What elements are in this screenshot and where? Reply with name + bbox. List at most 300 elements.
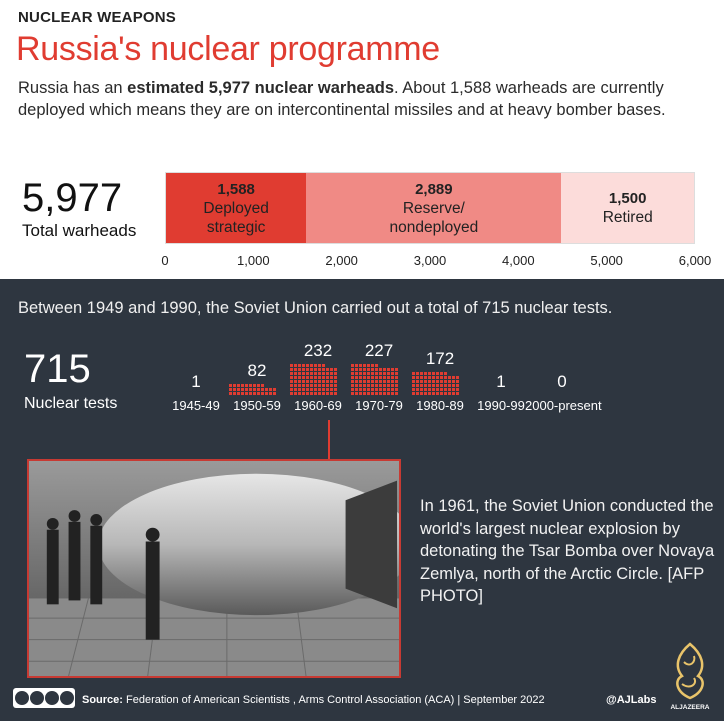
test-dot [351, 388, 354, 391]
test-dot [318, 364, 321, 367]
test-dot [290, 392, 293, 395]
test-dot [355, 364, 358, 367]
test-dot [322, 364, 325, 367]
test-dot [456, 388, 459, 391]
test-dot [395, 388, 398, 391]
test-dot [456, 376, 459, 379]
test-dot [326, 388, 329, 391]
test-dot [371, 364, 374, 367]
test-dot [298, 372, 301, 375]
test-dot [432, 372, 435, 375]
intro-post: . About 1,588 warheads are currently deployed which means they are on intercontinental missiles and at heavy bomber bases. [18, 79, 666, 119]
test-dot [298, 392, 301, 395]
test-dot [273, 392, 276, 395]
test-dot [359, 368, 362, 371]
test-dot [456, 392, 459, 395]
test-dot [330, 368, 333, 371]
test-dot [302, 392, 305, 395]
test-dot [326, 380, 329, 383]
test-dot [265, 392, 268, 395]
test-dot [355, 392, 358, 395]
bar-segment-label: strategic [206, 218, 266, 236]
test-dot [322, 384, 325, 387]
test-dot [298, 376, 301, 379]
source-line [82, 694, 545, 706]
test-dot [310, 376, 313, 379]
test-dot [294, 364, 297, 367]
test-dot [424, 388, 427, 391]
test-dot [452, 392, 455, 395]
test-dot [363, 376, 366, 379]
test-dot [395, 376, 398, 379]
test-dot [379, 384, 382, 387]
test-dot [395, 372, 398, 375]
test-dot [314, 380, 317, 383]
test-dot [314, 376, 317, 379]
test-dot [326, 376, 329, 379]
bar-segment-label: Deployed [203, 199, 269, 217]
test-dot [355, 368, 358, 371]
test-dot [371, 388, 374, 391]
test-dot [334, 392, 337, 395]
decade-column-1945-49 [165, 340, 227, 420]
test-dot [444, 392, 447, 395]
test-dot [306, 388, 309, 391]
logo-wordmark: ALJAZEERA [670, 704, 710, 711]
test-dot [306, 380, 309, 383]
test-dot [436, 392, 439, 395]
test-dot [367, 376, 370, 379]
bar-segment-label: Reserve/ [402, 199, 465, 217]
test-dot [379, 372, 382, 375]
ajlabs-handle: @AJLabs [606, 694, 657, 706]
test-dot [391, 372, 394, 375]
test-dot [306, 368, 309, 371]
test-dot [294, 368, 297, 371]
test-dot [326, 384, 329, 387]
test-dot [416, 376, 419, 379]
test-dot [306, 364, 309, 367]
decade-count: 227 [364, 341, 394, 360]
test-dot [318, 376, 321, 379]
test-dot [355, 372, 358, 375]
decade-column-1960-69 [287, 340, 349, 420]
test-dot [294, 388, 297, 391]
test-dot [359, 372, 362, 375]
test-dot [375, 388, 378, 391]
test-dot [351, 372, 354, 375]
intro-text [18, 77, 708, 121]
decade-dot-block [412, 371, 460, 395]
test-dot [424, 384, 427, 387]
source-text: Federation of American Scientists , Arms Control Association (ACA) | September 2022 [122, 694, 545, 706]
intro-bold: estimated 5,977 nuclear warheads [127, 79, 395, 97]
bar-segment-value: 1,500 [608, 190, 647, 207]
test-dot [265, 388, 268, 391]
test-dot [355, 388, 358, 391]
test-dot [444, 372, 447, 375]
test-dot [448, 380, 451, 383]
photo-illustration [29, 461, 399, 676]
tests-total-label: Nuclear tests [24, 395, 118, 412]
bar-segment-retired [561, 173, 694, 243]
test-dot [367, 392, 370, 395]
test-dot [302, 384, 305, 387]
test-dot [420, 388, 423, 391]
test-dot [420, 392, 423, 395]
decade-label: 1945-49 [172, 398, 220, 413]
decade-label: 1990-99 [477, 398, 525, 413]
test-dot [432, 388, 435, 391]
total-warheads-value: 5,977 [22, 176, 123, 220]
test-dot [233, 388, 236, 391]
bar-segment-reserve-nondeployed [306, 173, 561, 243]
test-dot [322, 380, 325, 383]
test-dot [314, 392, 317, 395]
test-dot [371, 368, 374, 371]
decade-label: 1950-59 [233, 398, 281, 413]
test-dot [375, 376, 378, 379]
footer [0, 683, 724, 721]
test-dot [395, 380, 398, 383]
test-dot [363, 384, 366, 387]
test-dot [229, 392, 232, 395]
test-dot [428, 388, 431, 391]
test-dot [310, 388, 313, 391]
test-dot [334, 384, 337, 387]
test-dot [294, 384, 297, 387]
test-dot [420, 384, 423, 387]
test-dot [355, 384, 358, 387]
test-dot [371, 384, 374, 387]
test-dot [318, 388, 321, 391]
test-dot [444, 384, 447, 387]
warheads-stacked-bar [165, 172, 695, 244]
test-dot [367, 388, 370, 391]
test-dot [375, 384, 378, 387]
test-dot [367, 368, 370, 371]
test-dot [318, 392, 321, 395]
test-dot [298, 388, 301, 391]
test-dot [436, 388, 439, 391]
test-dot [261, 384, 264, 387]
tests-total-value: 715 [24, 347, 91, 391]
test-dot [330, 388, 333, 391]
decade-dot-block [351, 363, 399, 395]
test-dot [310, 368, 313, 371]
test-dot [412, 376, 415, 379]
test-dot [383, 368, 386, 371]
test-dot [326, 372, 329, 375]
test-dot [448, 384, 451, 387]
test-dot [424, 372, 427, 375]
axis-tick-label: 4,000 [502, 253, 535, 268]
test-dot [387, 372, 390, 375]
test-dot [241, 384, 244, 387]
test-dot [436, 376, 439, 379]
test-dot [253, 384, 256, 387]
test-dot [367, 380, 370, 383]
decade-count: 232 [303, 341, 333, 360]
test-dot [436, 380, 439, 383]
test-dot [237, 388, 240, 391]
test-dot [334, 388, 337, 391]
test-dot [322, 376, 325, 379]
test-dot [298, 368, 301, 371]
test-dot [334, 376, 337, 379]
test-dot [257, 392, 260, 395]
creative-commons-icon [13, 688, 75, 708]
test-dot [416, 392, 419, 395]
test-dot [257, 384, 260, 387]
test-dot [261, 388, 264, 391]
test-dot [456, 384, 459, 387]
test-dot [387, 380, 390, 383]
test-dot [269, 388, 272, 391]
source-label: Source: [82, 694, 123, 706]
test-dot [359, 392, 362, 395]
bar-segment-value: 1,588 [217, 180, 255, 198]
test-dot [302, 372, 305, 375]
decade-column-1970-79 [348, 340, 410, 420]
test-dot [294, 392, 297, 395]
test-dot [371, 392, 374, 395]
test-dot [416, 380, 419, 383]
test-dot [375, 364, 378, 367]
test-dot [363, 364, 366, 367]
test-dot [326, 392, 329, 395]
axis-tick-label: 0 [161, 253, 169, 268]
test-dot [440, 392, 443, 395]
test-dot [383, 372, 386, 375]
test-dot [310, 392, 313, 395]
test-dot [383, 392, 386, 395]
test-dot [314, 384, 317, 387]
test-dot [318, 384, 321, 387]
intro-pre: Russia has an [18, 79, 128, 97]
test-dot [448, 388, 451, 391]
decade-count: 172 [425, 349, 455, 368]
decade-count: 1 [496, 372, 506, 391]
test-dot [363, 372, 366, 375]
test-dot [261, 392, 264, 395]
test-dot [387, 392, 390, 395]
test-dot [359, 384, 362, 387]
test-dot [318, 368, 321, 371]
test-dot [273, 388, 276, 391]
test-dot [363, 380, 366, 383]
test-dot [383, 376, 386, 379]
test-dot [420, 372, 423, 375]
photo-caption: In 1961, the Soviet Union conducted the world's largest nuclear explosion by detonating the Tsar Bomba over Novaya Zemlya, north of the Arctic Circle. [AFP PHOTO] [420, 497, 715, 605]
decade-column-1980-89 [409, 340, 471, 420]
test-dot [383, 388, 386, 391]
test-dot [314, 372, 317, 375]
test-dot [371, 376, 374, 379]
test-dot [379, 388, 382, 391]
test-dot [428, 380, 431, 383]
test-dot [318, 380, 321, 383]
test-dot [456, 380, 459, 383]
decade-count: 1 [191, 372, 201, 391]
test-dot [290, 380, 293, 383]
bar-segment-label: nondeployed [389, 218, 479, 236]
test-dot [424, 392, 427, 395]
test-dot [237, 392, 240, 395]
test-dot [306, 376, 309, 379]
test-dot [290, 372, 293, 375]
test-dot [241, 392, 244, 395]
test-dot [302, 388, 305, 391]
test-dot [452, 384, 455, 387]
test-dot [367, 364, 370, 367]
test-dot [351, 376, 354, 379]
test-dot [302, 368, 305, 371]
test-dot [310, 364, 313, 367]
test-dot [448, 392, 451, 395]
tests-sentence: Between 1949 and 1990, the Soviet Union carried out a total of 715 nuclear tests. [18, 299, 613, 317]
test-dot [379, 380, 382, 383]
bar-segment-value: 2,889 [415, 180, 453, 198]
test-dot [436, 384, 439, 387]
test-dot [432, 376, 435, 379]
total-warheads-label: Total warheads [22, 221, 137, 240]
test-dot [290, 384, 293, 387]
test-dot [241, 388, 244, 391]
axis-tick-label: 5,000 [590, 253, 623, 268]
test-dot [412, 384, 415, 387]
test-dot [351, 364, 354, 367]
decade-label: 1970-79 [355, 398, 403, 413]
test-dot [383, 384, 386, 387]
test-dot [371, 372, 374, 375]
test-dot [318, 372, 321, 375]
test-dot [334, 372, 337, 375]
test-dot [391, 368, 394, 371]
test-dot [375, 392, 378, 395]
test-dot [351, 384, 354, 387]
test-dot [432, 392, 435, 395]
test-dot [424, 380, 427, 383]
test-dot [314, 364, 317, 367]
test-dot [257, 388, 260, 391]
test-dot [294, 380, 297, 383]
test-dot [359, 380, 362, 383]
test-dot [302, 380, 305, 383]
axis-tick-label: 1,000 [237, 253, 270, 268]
test-dot [306, 372, 309, 375]
test-dot [334, 368, 337, 371]
decade-dot-block [290, 363, 338, 395]
decade-column-2000-present [525, 340, 602, 420]
test-dot [440, 372, 443, 375]
test-dot [428, 384, 431, 387]
test-dot [330, 380, 333, 383]
test-dot [391, 388, 394, 391]
test-dot [383, 380, 386, 383]
test-dot [432, 384, 435, 387]
decade-count: 0 [557, 372, 567, 391]
test-dot [363, 392, 366, 395]
test-dot [440, 376, 443, 379]
decade-column-1950-59 [226, 340, 288, 420]
test-dot [428, 372, 431, 375]
test-dot [363, 388, 366, 391]
test-dot [412, 372, 415, 375]
test-dot [245, 388, 248, 391]
test-dot [294, 372, 297, 375]
test-dot [249, 384, 252, 387]
test-dot [379, 368, 382, 371]
test-dot [314, 388, 317, 391]
test-dot [440, 384, 443, 387]
test-dot [249, 392, 252, 395]
test-dot [229, 388, 232, 391]
page-title: Russia's nuclear programme [16, 30, 440, 68]
test-dot [387, 376, 390, 379]
test-dot [395, 368, 398, 371]
test-dot [351, 380, 354, 383]
test-dot [310, 384, 313, 387]
test-dot [375, 368, 378, 371]
test-dot [444, 388, 447, 391]
test-dot [233, 384, 236, 387]
test-dot [420, 376, 423, 379]
test-dot [302, 364, 305, 367]
test-dot [424, 376, 427, 379]
test-dot [310, 372, 313, 375]
test-dot [391, 380, 394, 383]
test-dot [412, 388, 415, 391]
test-dot [412, 392, 415, 395]
test-dot [391, 384, 394, 387]
test-dot [440, 388, 443, 391]
test-dot [233, 392, 236, 395]
test-dot [355, 376, 358, 379]
test-dot [375, 372, 378, 375]
test-dot [330, 384, 333, 387]
test-dot [290, 368, 293, 371]
test-dot [412, 380, 415, 383]
test-dot [351, 368, 354, 371]
test-dot [371, 380, 374, 383]
test-dot [359, 364, 362, 367]
test-dot [253, 392, 256, 395]
test-dot [440, 380, 443, 383]
tsar-bomba-photo [27, 459, 401, 678]
test-dot [269, 392, 272, 395]
test-dot [363, 368, 366, 371]
test-dot [395, 384, 398, 387]
test-dot [326, 368, 329, 371]
test-dot [290, 388, 293, 391]
test-dot [330, 376, 333, 379]
test-dot [416, 388, 419, 391]
test-dot [294, 376, 297, 379]
decade-count: 82 [247, 361, 267, 380]
axis-tick-label: 6,000 [678, 253, 712, 268]
test-dot [245, 392, 248, 395]
test-dot [306, 392, 309, 395]
test-dot [391, 392, 394, 395]
test-dot [387, 388, 390, 391]
test-dot [351, 392, 354, 395]
test-dot [432, 380, 435, 383]
test-dot [420, 380, 423, 383]
test-dot [395, 392, 398, 395]
test-dot [322, 392, 325, 395]
bar-segment-deployed-strategic [166, 173, 306, 243]
